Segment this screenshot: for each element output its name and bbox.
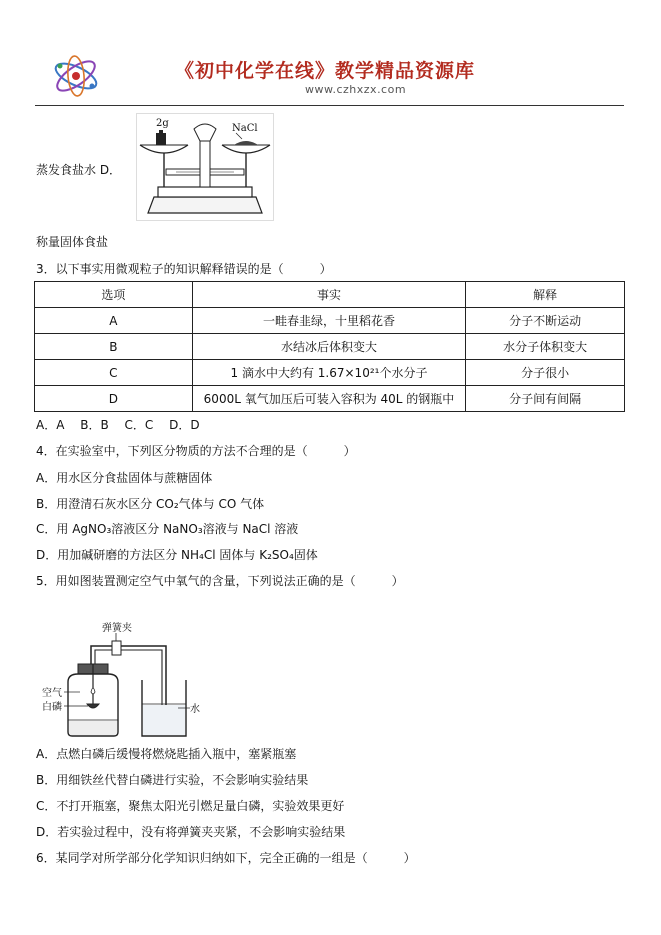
option-d-text: 称量固体食盐 xyxy=(36,235,109,249)
q3-table xyxy=(34,281,625,412)
table-cell: B xyxy=(35,334,193,360)
q3-choices: A．A B．B C．C D．D xyxy=(36,418,200,432)
table-cell: 一畦春韭绿，十里稻花香 xyxy=(192,308,466,334)
table-cell: 水结冰后体积变大 xyxy=(192,334,466,360)
q4-option-a: A．用水区分食盐固体与蔗糖固体 xyxy=(36,471,213,485)
table-cell: A xyxy=(35,308,193,334)
q6-stem: 6．某同学对所学部分化学知识归纳如下，完全正确的一组是（ ） xyxy=(36,851,416,865)
table-cell: C xyxy=(35,360,193,386)
table-cell: 6000L 氧气加压后可装入容积为 40L 的钢瓶中 xyxy=(192,386,466,412)
table-cell: 水分子体积变大 xyxy=(466,334,625,360)
clamp-label: 弹簧夹 xyxy=(102,623,132,634)
table-cell: 1 滴水中大约有 1.67×10²¹个水分子 xyxy=(192,360,466,386)
q5-option-c: C．不打开瓶塞，聚焦太阳光引燃足量白磷，实验效果更好 xyxy=(36,799,345,813)
table-cell: 分子不断运动 xyxy=(466,308,625,334)
q4-option-c: C．用 AgNO₃溶液区分 NaNO₃溶液与 NaCl 溶液 xyxy=(36,522,299,536)
q4-option-d: D．用加碱研磨的方法区分 NH₄Cl 固体与 K₂SO₄固体 xyxy=(36,548,318,562)
table-header: 解释 xyxy=(466,282,625,308)
table-header-row xyxy=(35,282,625,308)
q4-option-b: B．用澄清石灰水区分 CO₂气体与 CO 气体 xyxy=(36,497,265,511)
table-row xyxy=(35,360,625,386)
table-cell: D xyxy=(35,386,193,412)
q5-stem: 5．用如图装置测定空气中氧气的含量，下列说法正确的是（ ） xyxy=(36,574,404,588)
q5-option-b: B．用细铁丝代替白磷进行实验，不会影响实验结果 xyxy=(36,773,309,787)
nacl-label: NaCl xyxy=(232,123,258,134)
q4-stem: 4．在实验室中，下列区分物质的方法不合理的是（ ） xyxy=(36,444,356,458)
air-label: 空气 xyxy=(42,688,62,699)
phosphorus-label: 白磷 xyxy=(42,702,62,713)
header-logo xyxy=(48,52,104,100)
table-header: 事实 xyxy=(192,282,466,308)
q5-option-a: A．点燃白磷后缓慢将燃烧匙插入瓶中，塞紧瓶塞 xyxy=(36,747,297,761)
header-divider xyxy=(35,105,624,106)
table-row xyxy=(35,308,625,334)
water-label: 水 xyxy=(190,704,200,715)
table-row xyxy=(35,334,625,360)
table-row xyxy=(35,386,625,412)
atom-logo-icon xyxy=(48,52,104,100)
banner-title: 《初中化学在线》教学精品资源库 xyxy=(175,60,476,82)
banner-site: www.czhxzx.com xyxy=(305,83,407,96)
balance-figure xyxy=(136,113,274,221)
q3-stem: 3．以下事实用微观粒子的知识解释错误的是（ ） xyxy=(36,262,332,276)
option-c-text: 蒸发食盐水 D． xyxy=(36,163,122,177)
q5-option-d: D．若实验过程中，没有将弹簧夹夹紧，不会影响实验结果 xyxy=(36,825,346,839)
table-cell: 分子很小 xyxy=(466,360,625,386)
weight-label: 2g xyxy=(156,118,169,129)
oxygen-apparatus-figure xyxy=(38,620,198,740)
table-header: 选项 xyxy=(35,282,193,308)
table-cell: 分子间有间隔 xyxy=(466,386,625,412)
